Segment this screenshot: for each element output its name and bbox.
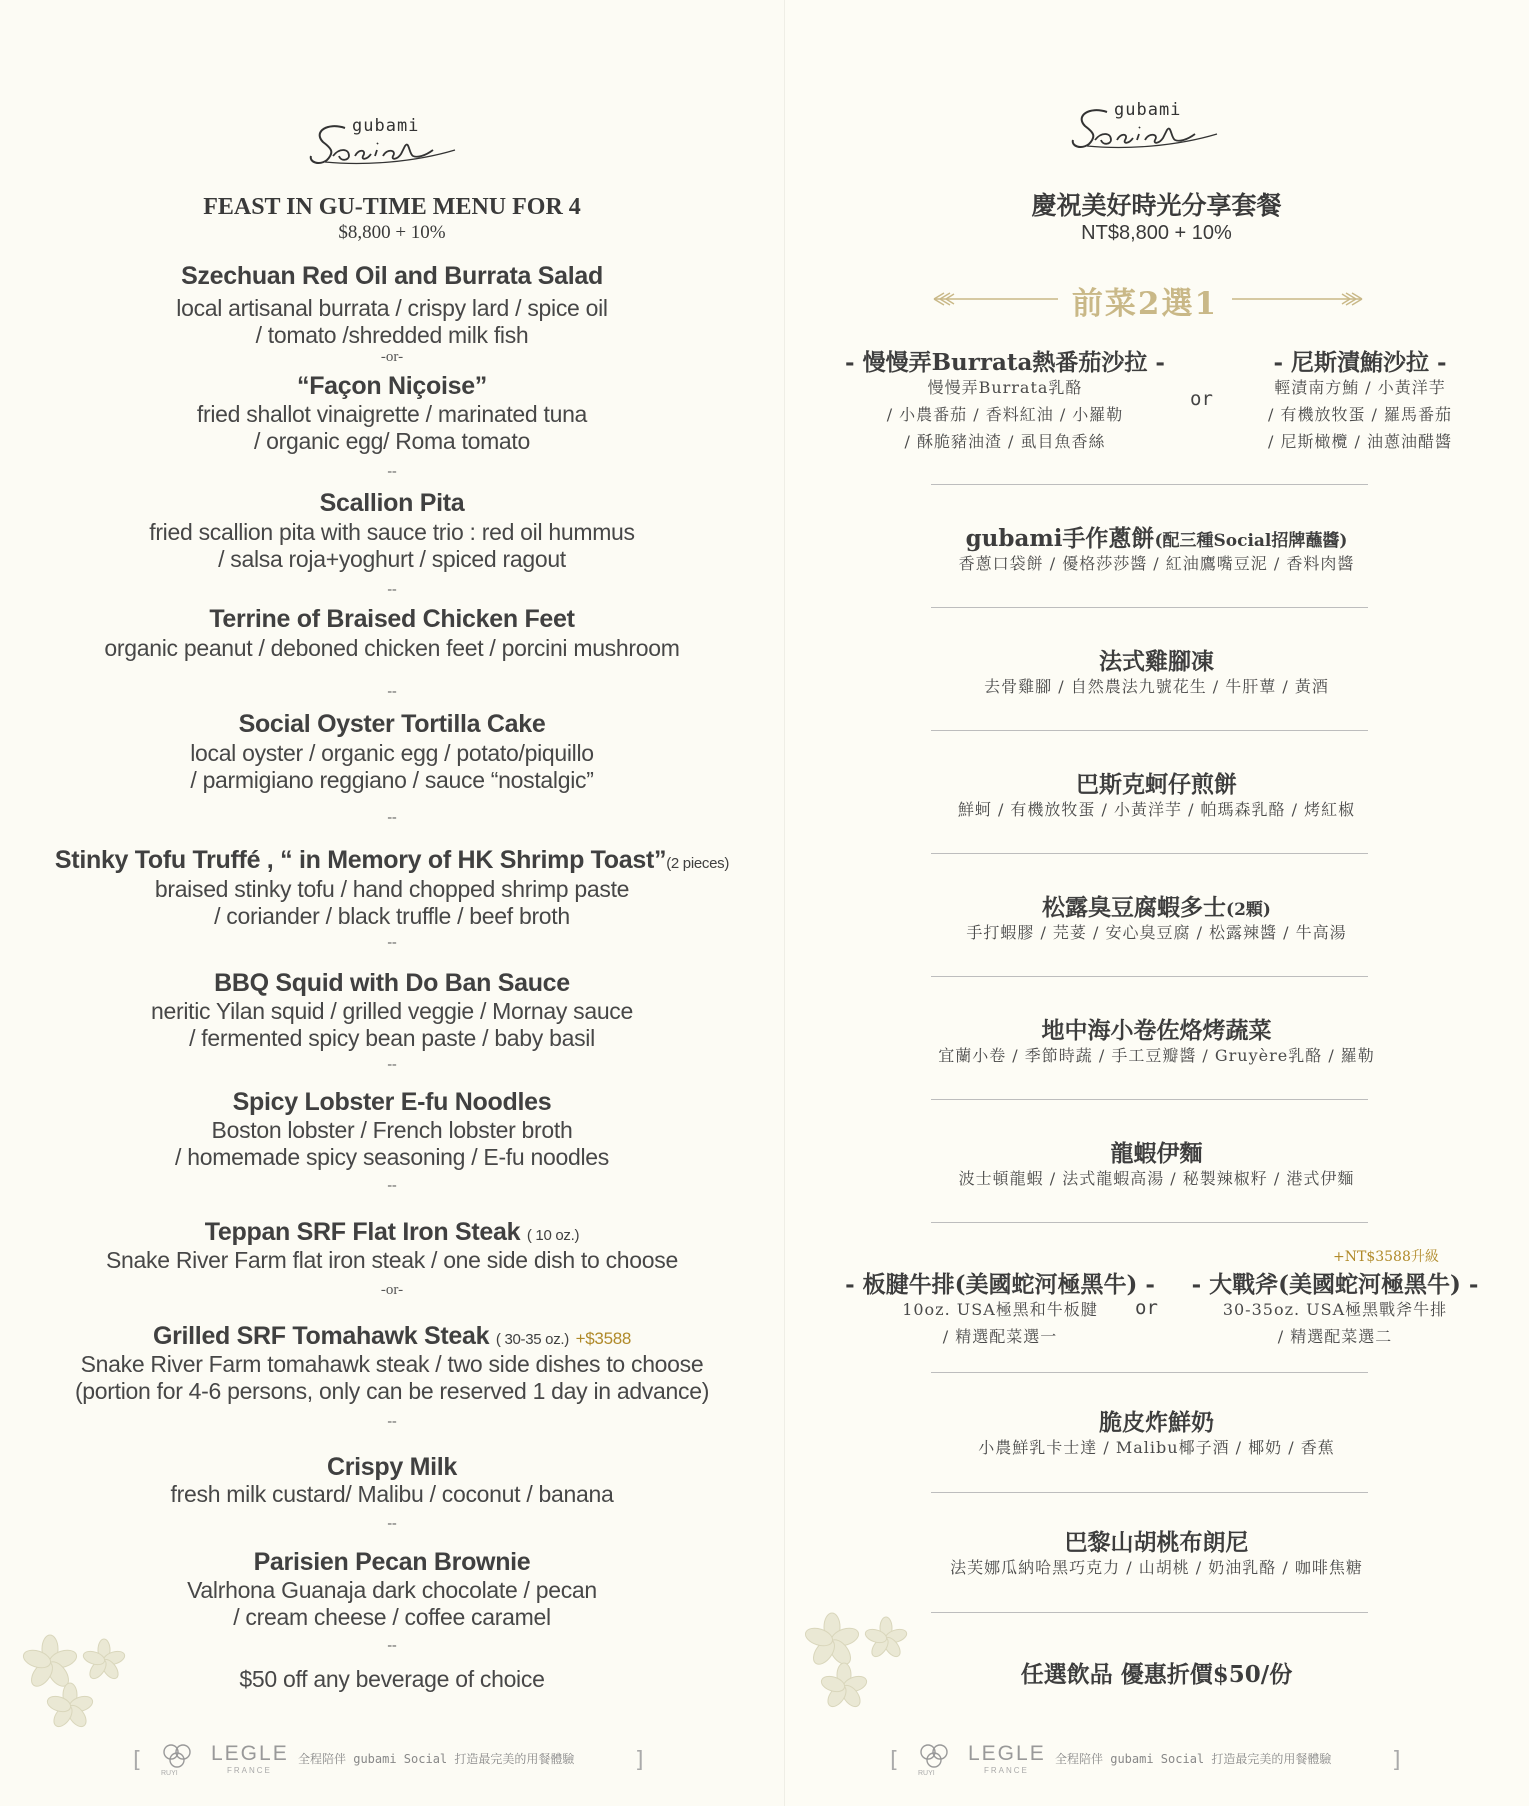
ruyi-logo-icon bbox=[916, 1742, 952, 1770]
dish-desc-zh: 手打蝦膠 / 芫荽 / 安心臭豆腐 / 松露辣醬 / 牛高湯 bbox=[966, 923, 1347, 942]
ruyi-logo-icon bbox=[159, 1742, 195, 1770]
dish-name: Social Oyster Tortilla Cake bbox=[238, 710, 546, 738]
flower-decoration-icon bbox=[12, 1630, 132, 1730]
divider bbox=[931, 730, 1368, 731]
legle-france: FRANCE bbox=[227, 1766, 272, 1775]
dish-desc: fresh milk custard/ Malibu / coconut / banana bbox=[170, 1481, 614, 1507]
separator: -- bbox=[387, 810, 397, 825]
dish-desc: Valrhona Guanaja dark chocolate / pecan bbox=[187, 1577, 597, 1603]
dish-name: Szechuan Red Oil and Burrata Salad bbox=[181, 262, 603, 290]
dish-name: Terrine of Braised Chicken Feet bbox=[209, 605, 575, 633]
bracket-close: ] bbox=[1392, 1748, 1401, 1773]
legle-france: FRANCE bbox=[984, 1766, 1029, 1775]
dish-name: Scallion Pita bbox=[319, 489, 465, 517]
footer bbox=[890, 1742, 1410, 1782]
dish-name bbox=[0, 1322, 784, 1351]
or-separator: -or- bbox=[380, 1282, 404, 1298]
divider bbox=[931, 976, 1368, 977]
upgrade-price-zh: +NT$3588升級 bbox=[1333, 1249, 1439, 1265]
menu-title: FEAST IN GU-TIME MENU FOR 4 bbox=[203, 194, 581, 220]
arrow-ornament-icon bbox=[1230, 288, 1366, 310]
dish-desc: fried scallion pita with sauce trio : red oil hummus bbox=[149, 519, 635, 545]
dish-desc: / coriander / black truffle / beef broth bbox=[214, 903, 570, 929]
dish-desc: braised stinky tofu / hand chopped shrimp paste bbox=[154, 876, 630, 902]
dish-desc: Snake River Farm flat iron steak / one side dish to choose bbox=[106, 1247, 678, 1273]
dish-name: Crispy Milk bbox=[326, 1453, 458, 1481]
menu-price-zh: NT$8,800 + 10% bbox=[1081, 222, 1232, 244]
dish-desc: / salsa roja+yoghurt / spiced ragout bbox=[218, 546, 566, 572]
dish-name-text: Teppan SRF Flat Iron Steak bbox=[204, 1218, 521, 1246]
dish-desc: organic peanut / deboned chicken feet / porcini mushroom bbox=[104, 635, 680, 661]
legle-logo: LEGLE bbox=[968, 1742, 1046, 1765]
dish-desc: / organic egg/ Roma tomato bbox=[253, 428, 531, 454]
brand-small: gubami bbox=[1114, 100, 1182, 120]
starter-b-name: - 尼斯漬鮪沙拉 - bbox=[1273, 349, 1447, 376]
dessert-name-zh: 脆皮炸鮮奶 bbox=[1099, 1409, 1214, 1436]
dish-name-zh bbox=[784, 520, 1529, 553]
divider bbox=[931, 1222, 1368, 1223]
dish-desc: / tomato /shredded milk fish bbox=[255, 322, 529, 348]
footer-tagline: 全程陪伴 gubami Social 打造最完美的用餐體驗 bbox=[298, 1752, 575, 1766]
divider bbox=[931, 1492, 1368, 1493]
dish-desc: / cream cheese / coffee caramel bbox=[233, 1604, 551, 1630]
starter-a-desc: 慢慢弄Burrata乳酪 bbox=[927, 378, 1083, 397]
menu-price: $8,800 + 10% bbox=[338, 222, 446, 243]
dish-weight-note: ( 30-35 oz.) bbox=[495, 1331, 569, 1348]
or-separator: -or- bbox=[380, 349, 404, 365]
dish-name-text: gubami手作蔥餅 bbox=[965, 525, 1155, 552]
steak-b-desc: / 精選配菜選二 bbox=[1277, 1327, 1393, 1346]
dish-desc-zh: 鮮蚵 / 有機放牧蛋 / 小黃洋芋 / 帕瑪森乳酪 / 烤紅椒 bbox=[957, 800, 1356, 819]
divider bbox=[931, 1372, 1368, 1373]
dish-desc: Snake River Farm tomahawk steak / two side dishes to choose bbox=[80, 1351, 704, 1377]
dish-name: BBQ Squid with Do Ban Sauce bbox=[214, 969, 570, 997]
ruyi-text: RUYI bbox=[918, 1770, 935, 1777]
separator: -- bbox=[387, 464, 397, 479]
separator: -- bbox=[387, 1178, 397, 1193]
separator: -- bbox=[387, 582, 397, 597]
flower-decoration-icon bbox=[800, 1610, 920, 1710]
steak-a-name: - 板腱牛排(美國蛇河極黑牛) - bbox=[845, 1271, 1155, 1298]
starter-b-desc: / 有機放牧蛋 / 羅馬番茄 bbox=[1267, 405, 1453, 424]
gubami-social-logo bbox=[1067, 94, 1242, 152]
starter-a-desc: / 酥脆豬油渣 / 虱目魚香絲 bbox=[904, 432, 1106, 451]
legle-logo: LEGLE bbox=[211, 1742, 289, 1765]
dish-desc: local artisanal burrata / crispy lard / spice oil bbox=[176, 295, 608, 321]
dish-name-text: Grilled SRF Tomahawk Steak bbox=[152, 1322, 490, 1350]
gubami-social-logo bbox=[305, 110, 480, 168]
bracket-close: ] bbox=[635, 1748, 644, 1773]
dish-desc-zh: 香蔥口袋餅 / 優格莎莎醬 / 紅油鷹嘴豆泥 / 香料肉醬 bbox=[958, 554, 1355, 573]
dish-desc-zh: 宜蘭小卷 / 季節時蔬 / 手工豆瓣醬 / Gruyère乳酪 / 羅勒 bbox=[938, 1046, 1375, 1065]
divider bbox=[931, 607, 1368, 608]
beverage-offer-zh: 任選飲品 優惠折價$50/份 bbox=[1020, 1661, 1293, 1688]
dish-name-zh: 龍蝦伊麵 bbox=[1110, 1140, 1203, 1167]
separator: -- bbox=[387, 684, 397, 699]
divider bbox=[931, 853, 1368, 854]
footer bbox=[133, 1742, 653, 1782]
dish-weight-note: ( 10 oz.) bbox=[526, 1227, 580, 1244]
dish-name-zh bbox=[784, 889, 1529, 922]
dessert-desc-zh: 法芙娜瓜納哈黑巧克力 / 山胡桃 / 奶油乳酪 / 咖啡焦糖 bbox=[950, 1558, 1363, 1577]
starter-section-title: 前菜2選1 bbox=[1071, 286, 1219, 322]
dish-name: “Façon Niçoise” bbox=[297, 372, 487, 400]
divider bbox=[931, 1099, 1368, 1100]
dish-desc: Boston lobster / French lobster broth bbox=[211, 1117, 573, 1143]
dish-name-zh: 地中海小卷佐烙烤蔬菜 bbox=[1041, 1017, 1272, 1044]
or-separator: or bbox=[1135, 1297, 1158, 1319]
steak-b-name: - 大戰斧(美國蛇河極黑牛) - bbox=[1191, 1271, 1479, 1298]
dish-desc: local oyster / organic egg / potato/piquillo bbox=[190, 740, 594, 766]
separator: -- bbox=[387, 1516, 397, 1531]
divider bbox=[931, 1612, 1368, 1613]
dish-desc: neritic Yilan squid / grilled veggie / Mornay sauce bbox=[150, 998, 634, 1024]
steak-a-desc: 10oz. USA極黑和牛板腱 bbox=[902, 1300, 1098, 1319]
brand-small: gubami bbox=[352, 116, 420, 136]
menu-title-zh: 慶祝美好時光分享套餐 bbox=[1031, 191, 1282, 220]
dish-name bbox=[0, 846, 784, 875]
arrow-ornament-icon bbox=[930, 288, 1060, 310]
starter-a-desc: / 小農番茄 / 香料紅油 / 小羅勒 bbox=[886, 405, 1124, 424]
bracket-open: [ bbox=[890, 1748, 899, 1773]
separator: -- bbox=[387, 935, 397, 950]
beverage-offer: $50 off any beverage of choice bbox=[239, 1666, 545, 1692]
steak-b-desc: 30-35oz. USA極黑戰斧牛排 bbox=[1222, 1300, 1448, 1319]
starter-b-desc: 輕漬南方鮪 / 小黃洋芋 bbox=[1274, 378, 1446, 397]
dish-portion-note: (2 pieces) bbox=[666, 855, 730, 872]
dish-name-text: Stinky Tofu Truffé , “ in Memory of HK Shrimp Toast” bbox=[54, 846, 667, 874]
footer-tagline: 全程陪伴 gubami Social 打造最完美的用餐體驗 bbox=[1055, 1752, 1332, 1766]
dish-desc: / homemade spicy seasoning / E-fu noodles bbox=[175, 1144, 609, 1170]
dish-name bbox=[0, 1218, 784, 1247]
upgrade-price: +$3588 bbox=[575, 1329, 632, 1348]
ruyi-text: RUYI bbox=[161, 1770, 178, 1777]
separator: -- bbox=[387, 1414, 397, 1429]
starter-a-name: - 慢慢弄Burrata熱番茄沙拉 - bbox=[845, 349, 1165, 376]
steak-a-desc: / 精選配菜選一 bbox=[942, 1327, 1058, 1346]
dish-note: (2顆) bbox=[1226, 900, 1271, 920]
dish-desc: / parmigiano reggiano / sauce “nostalgic” bbox=[190, 767, 594, 793]
dish-name-text: 松露臭豆腐蝦多士 bbox=[1042, 894, 1227, 921]
dessert-name-zh: 巴黎山胡桃布朗尼 bbox=[1064, 1529, 1249, 1556]
dish-name-zh: 法式雞腳凍 bbox=[1099, 648, 1214, 675]
dish-desc: fried shallot vinaigrette / marinated tuna bbox=[196, 401, 588, 427]
or-separator: or bbox=[1190, 388, 1213, 410]
separator: -- bbox=[387, 1638, 397, 1653]
dish-name: Spicy Lobster E-fu Noodles bbox=[232, 1088, 552, 1116]
dish-name: Parisien Pecan Brownie bbox=[253, 1548, 531, 1576]
dessert-desc-zh: 小農鮮乳卡士達 / Malibu椰子酒 / 椰奶 / 香蕉 bbox=[978, 1438, 1335, 1457]
dish-name-zh: 巴斯克蚵仔煎餅 bbox=[1076, 771, 1237, 798]
bracket-open: [ bbox=[133, 1748, 142, 1773]
separator: -- bbox=[387, 1057, 397, 1072]
starter-b-desc: / 尼斯橄欖 / 油蔥油醋醬 bbox=[1267, 432, 1453, 451]
dish-desc-zh: 去骨雞腳 / 自然農法九號花生 / 牛肝蕈 / 黃酒 bbox=[984, 677, 1329, 696]
dish-note: (配三種Social招牌蘸醬) bbox=[1154, 531, 1348, 551]
divider bbox=[931, 484, 1368, 485]
dish-desc-zh: 波士頓龍蝦 / 法式龍蝦高湯 / 秘製辣椒籽 / 港式伊麵 bbox=[958, 1169, 1355, 1188]
dish-desc: / fermented spicy bean paste / baby basil bbox=[189, 1025, 595, 1051]
dish-desc: (portion for 4-6 persons, only can be reserved 1 day in advance) bbox=[74, 1378, 710, 1404]
